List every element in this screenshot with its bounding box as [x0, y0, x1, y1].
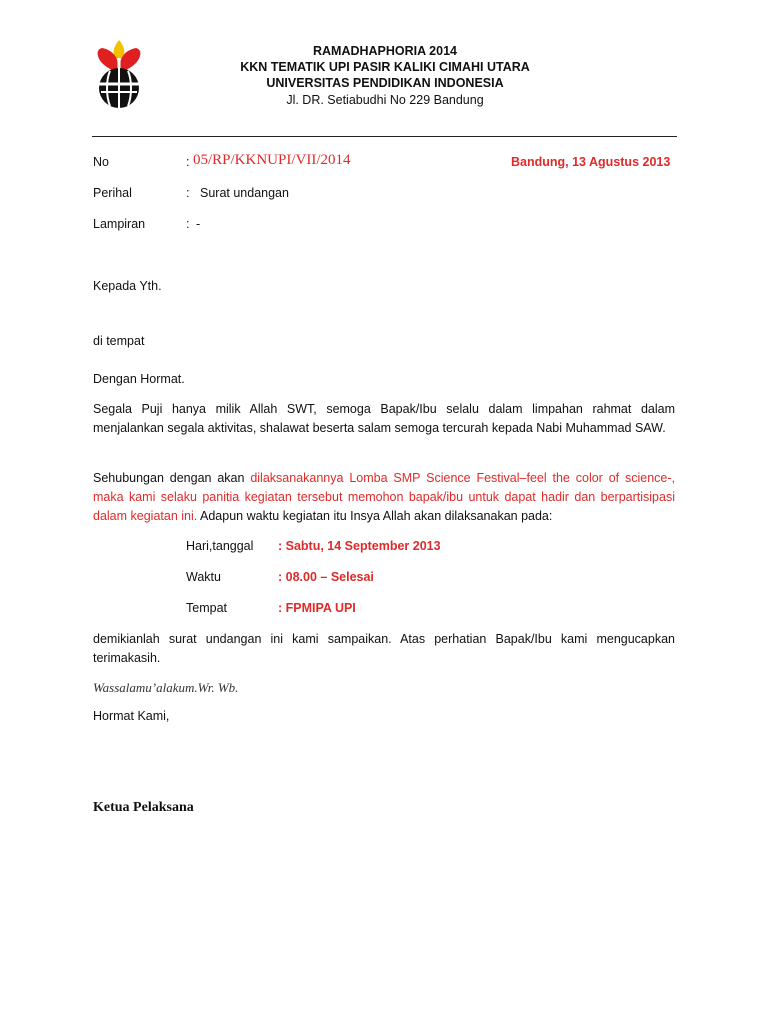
org-program-name: KKN TEMATIK UPI PASIR KALIKI CIMAHI UTARA	[240, 60, 530, 74]
day-label: Hari,tanggal	[186, 539, 254, 553]
org-university-name: UNIVERSITAS PENDIDIKAN INDONESIA	[266, 76, 504, 90]
no-colon: :	[186, 155, 190, 169]
time-label: Waktu	[186, 570, 221, 584]
place-value: : FPMIPA UPI	[278, 601, 356, 615]
invitation-schedule-intro: Adapun waktu kegiatan itu Insya Allah akan dilaksanakan pada:	[197, 509, 553, 523]
day-value: : Sabtu, 14 September 2013	[278, 539, 441, 553]
header-divider	[92, 136, 677, 137]
signer-title: Ketua Pelaksana	[93, 800, 194, 815]
paragraph-invitation	[93, 469, 675, 526]
perihal-label: Perihal	[93, 186, 132, 200]
letter-number: 05/RP/KKNUPI/VII/2014	[193, 152, 351, 168]
recipient-to: Kepada Yth.	[93, 279, 162, 293]
lampiran-colon: :	[186, 217, 190, 231]
invitation-event: dilaksanakannya Lomba SMP Science Festival–feel the color of science-, maka kami selaku panitia kegiatan tersebut memohon bapak/ibu untuk dapat hadir dan berpartisipasi dalam kegiatan ini.	[93, 471, 676, 523]
lampiran-value: -	[196, 217, 201, 231]
no-label: No	[93, 155, 109, 169]
org-address: Jl. DR. Setiabudhi No 229 Bandung	[286, 93, 484, 107]
time-value: : 08.00 – Selesai	[278, 570, 374, 584]
place-label: Tempat	[186, 601, 227, 615]
university-logo	[88, 38, 150, 112]
regards: Hormat Kami,	[93, 709, 170, 723]
letter-date: Bandung, 13 Agustus 2013	[511, 155, 671, 169]
org-event-title: RAMADHAPHORIA 2014	[312, 44, 457, 58]
greeting: Dengan Hormat.	[93, 372, 185, 386]
perihal-colon: :	[186, 186, 190, 200]
paragraph-closing: demikianlah surat undangan ini kami sampaikan. Atas perhatian Bapak/Ibu kami mengucapkan terimakasih.	[93, 632, 675, 665]
perihal-value: Surat undangan	[200, 186, 289, 200]
paragraph-opening: Segala Puji hanya milik Allah SWT, semoga Bapak/Ibu selalu dalam limpahan rahmat dalam menjalankan segala aktivitas, shalawat beserta salam semoga tercurah kepada Nabi Muhammad SAW.	[93, 402, 675, 435]
invitation-intro: Sehubungan dengan akan	[93, 471, 251, 485]
recipient-place: di tempat	[93, 334, 145, 348]
salam-closing: Wassalamu’alakum.Wr. Wb.	[93, 680, 239, 695]
lampiran-label: Lampiran	[93, 217, 146, 231]
